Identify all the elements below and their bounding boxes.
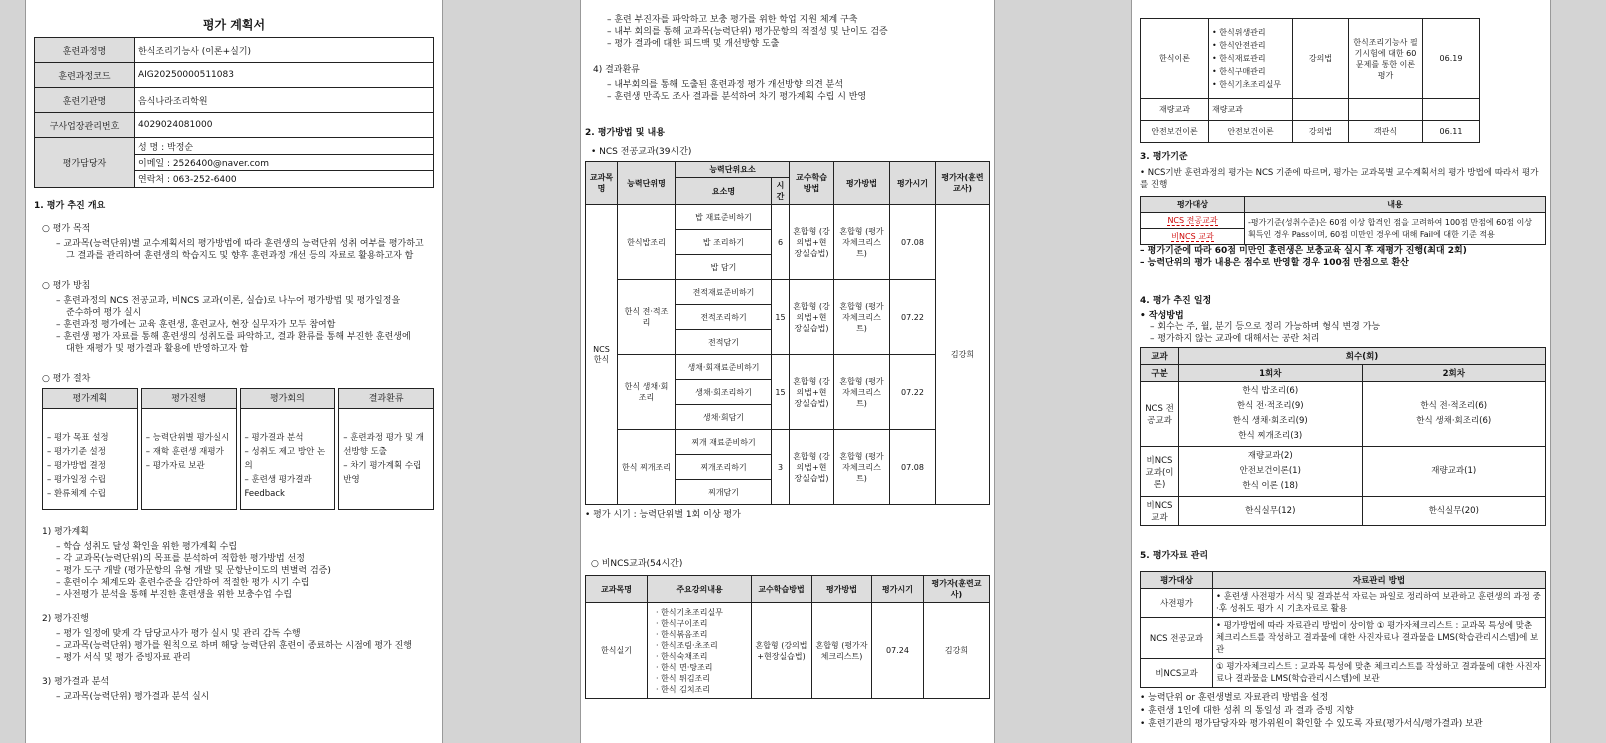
criteria-target: NCS 전공교과 [1141, 213, 1245, 229]
sched-head-rounds: 회수(회) [1179, 348, 1546, 365]
ncs-time: 07.22 [890, 280, 936, 355]
ncs-note: • 평가 시기 : 능력단위별 1회 이상 평가 [585, 510, 741, 520]
table-row [586, 205, 990, 230]
assessor-name: 성 명 : 박정순 [135, 139, 433, 155]
procedure-item: – 평가결과 분석 [244, 433, 304, 443]
table-row [1141, 382, 1546, 447]
theory-item: • 한식구매관리 [1212, 67, 1266, 76]
ncs-elem: 생채·회담기 [676, 405, 772, 430]
bncs-content-item: · 한식기초조리실무 [656, 607, 723, 617]
schedule-line: – 회수는 주, 월, 분기 등으로 정리 가능하며 형식 변경 가능 [1150, 322, 1381, 332]
procedure-step-head: 평가진행 [142, 389, 236, 409]
ncs-unit: 한식 전·적조리 [618, 280, 676, 355]
ncs-elem: 찌개조리하기 [676, 455, 772, 480]
feedback-line: – 훈련생 만족도 조사 결과를 분석하여 차기 평가계획 수립 시 반영 [607, 92, 867, 102]
ncs-teach: 혼합형 (강의법+현장실습법) [790, 430, 834, 505]
ncs-method: 혼합형 (평가자체크리스트) [834, 355, 890, 430]
plan-line: – 학습 성취도 달성 확인을 위한 평가계획 수립 [56, 542, 238, 552]
bncs-content [648, 603, 752, 699]
sched-name: NCS 전공교과 [1141, 382, 1179, 447]
col-method: 평가방법 [812, 576, 872, 603]
criteria-target: 비NCS 교과 [1141, 229, 1245, 245]
mgmt-name: 사전평가 [1141, 589, 1213, 618]
plan-line: – 사전평가 분석을 통해 부진한 훈련생을 위한 보충수업 수립 [56, 590, 293, 600]
ncs-elem: 전적조리하기 [676, 305, 772, 330]
ncs-elem: 전적담기 [676, 330, 772, 355]
ncs-elem: 생채·회재료준비하기 [676, 355, 772, 380]
run-title: 2) 평가진행 [42, 614, 89, 624]
bncs-time: 07.24 [872, 603, 924, 699]
procedure-item: – 평가 목표 설정 [47, 433, 109, 443]
document-page-1 [25, 0, 443, 743]
col-teach: 교수학습방법 [790, 162, 834, 205]
ncs-elem: 생채·회조리하기 [676, 380, 772, 405]
theory-time: 06.19 [1423, 19, 1480, 99]
info-row [35, 38, 434, 63]
ncs-teach: 혼합형 (강의법+현장실습법) [790, 355, 834, 430]
procedure-item: – 훈련생 평가결과 Feedback [244, 475, 312, 499]
ncs-hours: 3 [772, 430, 790, 505]
mgmt-text: • 훈련생 사전평가 서식 및 결과분석 자료는 파일로 정리하여 보관하고 훈련생의 과정 중·후 성취도 평가 시 기초자료로 활용 [1213, 589, 1546, 618]
col-subject: 교과목명 [586, 162, 618, 205]
bncs-content-item: · 한식 면·탕조리 [656, 662, 713, 672]
ncs-teach: 혼합형 (강의법+현장실습법) [790, 280, 834, 355]
safety-content: 안전보건이론 [1209, 121, 1293, 143]
procedure-item: – 평가일정 수립 [47, 475, 106, 485]
goal-line: – 교과목(능력단위)별 교수계획서의 평가방법에 따라 훈련생의 능력단위 성취 여부를 평가하고 [56, 239, 424, 249]
ncs-method: 혼합형 (평가자체크리스트) [834, 205, 890, 280]
criteria-head-target: 평가대상 [1141, 197, 1245, 213]
procedure-step-body [142, 409, 236, 509]
section-3-title: 3. 평가기준 [1140, 152, 1188, 162]
plan-line: – 각 교과목(능력단위)의 목표를 분석하여 적합한 평가방법 선정 [56, 554, 305, 564]
bncs-content-item: · 한식조림·초조리 [656, 640, 718, 650]
sched-head-r2: 2회차 [1362, 365, 1546, 382]
sched-item: 한식 찌개조리(3) [1238, 431, 1303, 441]
bncs-title: ○ 비NCS교과(54시간) [591, 559, 683, 569]
procedure-step-body [43, 409, 137, 509]
info-key: 훈련과정명 [35, 38, 135, 63]
col-subject: 교과목명 [586, 576, 648, 603]
plan-line: – 평가 도구 개발 (평가문항의 유형 개발 및 문항난이도의 변별력 검증) [56, 566, 331, 576]
ncs-unit: 한식 생채·회조리 [618, 355, 676, 430]
bncs-content-item: · 한식구이조리 [656, 618, 708, 628]
col-content: 주요강의내용 [648, 576, 752, 603]
bncs-content-item: · 한식숙채조리 [656, 651, 708, 661]
info-row [35, 63, 434, 88]
criteria-note: – 평가기준에 따라 60점 미만인 훈련생은 보충교육 실시 후 재평가 진행(최대 2회) [1140, 246, 1467, 256]
theory-items [1209, 19, 1293, 99]
sched-item: 한식 생채·회조리(9) [1232, 416, 1308, 426]
info-value: AIG20250000511083 [135, 63, 434, 88]
ncs-elem: 밥 재료준비하기 [676, 205, 772, 230]
col-method: 평가방법 [834, 162, 890, 205]
procedure-step [42, 388, 138, 510]
procedure-item: – 차기 평가계획 수립 반영 [343, 461, 422, 485]
procedure-step [240, 388, 336, 510]
procedure-step [141, 388, 237, 510]
table-row [586, 280, 990, 305]
safety-subject: 안전보건이론 [1141, 121, 1209, 143]
sched-r2 [1362, 382, 1546, 447]
table-row [586, 430, 990, 455]
ncs-time: 07.22 [890, 355, 936, 430]
col-assessor: 평가자(훈련교사) [936, 162, 990, 205]
ncs-method: 혼합형 (평가자체크리스트) [834, 430, 890, 505]
policy-line: – 훈련생 평가 자료를 통해 훈련생의 성취도를 파악하고, 결과 환류를 통해 부진한 훈련생에 [56, 332, 411, 342]
mgmt-note: • 능력단위 or 훈련생별로 자료관리 방법을 설정 [1140, 693, 1329, 703]
goal-line: 그 결과를 관리하여 훈련생의 학습지도 및 향후 훈련과정 개선 등의 자료로 활용하고자 함 [66, 251, 414, 261]
sched-item: 한식실무(12) [1245, 505, 1296, 516]
top-line: – 평가 결과에 대한 피드백 및 개선방향 도출 [607, 39, 780, 49]
mgmt-name: NCS 전공교과 [1141, 618, 1213, 659]
plan-line: – 훈련이수 체계도와 훈련수준을 감안하여 적절한 평가 시기 수립 [56, 578, 310, 588]
ncs-elem: 밥 담기 [676, 255, 772, 280]
run-line: – 평가 일정에 맞게 각 담당교사가 평가 실시 및 관리 감독 수행 [56, 629, 301, 639]
procedure-step [338, 388, 434, 510]
table-row [1141, 447, 1546, 497]
info-key: 훈련기관명 [35, 88, 135, 113]
safety-time: 06.11 [1423, 121, 1480, 143]
info-key: 구사업장관리번호 [35, 113, 135, 138]
sched-r1 [1179, 497, 1363, 526]
col-assessor: 평가자(훈련교사) [924, 576, 990, 603]
procedure-flow [42, 388, 434, 510]
sched-item: 한식 이론 (18) [1242, 481, 1299, 491]
bncs-content-item: · 한식볶음조리 [656, 629, 708, 639]
info-row [35, 88, 434, 113]
procedure-title: ○ 평가 절차 [42, 374, 91, 384]
bncs-table [585, 575, 990, 699]
ncs-teach: 혼합형 (강의법+현장실습법) [790, 205, 834, 280]
sched-item: 한식 전·적조리(6) [1420, 401, 1488, 411]
sched-name: 비NCS 교과 [1141, 497, 1179, 526]
mgmt-head-method: 자료관리 방법 [1213, 572, 1546, 589]
top-line: – 내부 회의를 통해 교과목(능력단위) 평가문항의 적절성 및 난이도 검증 [607, 27, 888, 37]
safety-teach: 강의법 [1293, 121, 1349, 143]
ncs-hours: 15 [772, 355, 790, 430]
assessor-phone: 연락처 : 063-252-6400 [138, 175, 237, 185]
info-value: 4029024081000 [135, 113, 434, 138]
goal-title: ○ 평가 목적 [42, 224, 91, 234]
criteria-line: • NCS기반 훈련과정의 평가는 NCS 기준에 따르며, 평가는 교과목별 교수계획서의 평가 방법에 따라서 평가를 진행 [1140, 168, 1539, 190]
mgmt-name: 비NCS교과 [1141, 659, 1213, 688]
sched-item: 안전보건이론(1) [1239, 466, 1301, 476]
col-unit: 능력단위명 [618, 162, 676, 205]
theory-method: 한식조리기능사 필기시험에 대한 60문제를 통한 이론 평가 [1349, 19, 1423, 99]
theory-item: • 한식재료관리 [1212, 54, 1266, 63]
col-time: 평가시기 [872, 576, 924, 603]
theory-item: • 한식위생관리 [1212, 28, 1266, 37]
plan-title: 1) 평가계획 [42, 527, 89, 537]
sched-head-r1: 1회차 [1179, 365, 1363, 382]
bncs-table-continued [1140, 18, 1480, 143]
table-row [586, 355, 990, 380]
policy-line: – 훈련과정의 NCS 전공교과, 비NCS 교과(이론, 실습)로 나누어 평가방법 및 평가일정을 [56, 296, 401, 306]
procedure-step-head: 평가회의 [241, 389, 335, 409]
sched-item: 한식실무(20) [1428, 505, 1479, 516]
course-info-table [34, 37, 434, 188]
section-4-title: 4. 평가 추진 일정 [1140, 296, 1212, 306]
bncs-content-item: · 한식 튀김조리 [656, 673, 710, 683]
table-row [1141, 497, 1546, 526]
procedure-item: – 재학 훈련생 재평가 [145, 447, 224, 457]
sched-r2 [1362, 447, 1546, 497]
feedback-line: – 내부회의를 통해 도출된 훈련과정 평가 개선방향 의견 분석 [607, 80, 844, 90]
mgmt-text: ① 평가자체크리스트 : 교과목 특성에 맞춘 체크리스트를 작성하고 결과물에 대한 사진자료나 결과물을 LMS(학습관리시스템)에 보관 [1213, 659, 1546, 688]
sched-head-a: 교과 [1141, 348, 1179, 365]
criteria-note: – 능력단위의 평가 내용은 점수로 반영할 경우 100점 만점으로 환산 [1140, 258, 1409, 268]
discretionary-content: 재량교과 [1209, 99, 1293, 121]
ncs-hours: 6 [772, 205, 790, 280]
sched-item: 재량교과(2) [1247, 451, 1293, 461]
ncs-title: • NCS 전공교과(39시간) [591, 147, 692, 157]
criteria-content: -평가기준(성취수준)은 60점 이상 합격인 점을 고려하여 100점 만점에 60점 이상 획득인 경우 Pass이며, 60점 미만인 경우에 대해 Fail에 대한 기준 적용 [1245, 213, 1546, 245]
theory-teach: 강의법 [1293, 19, 1349, 99]
safety-method: 객관식 [1349, 121, 1423, 143]
schedule-sub: • 작성방법 [1140, 311, 1184, 321]
analysis-title: 3) 평가결과 분석 [42, 677, 110, 687]
sched-item: 재량교과(1) [1431, 466, 1477, 476]
bncs-teach: 혼합형 (강의법+현장실습법) [752, 603, 812, 699]
ncs-elem: 전적재료준비하기 [676, 280, 772, 305]
sched-item: 한식 전·적조리(9) [1236, 401, 1304, 411]
ncs-time: 07.08 [890, 205, 936, 280]
bncs-assessor: 김강희 [924, 603, 990, 699]
table-row [1141, 659, 1546, 688]
info-value: 음식나라조리학원 [135, 88, 434, 113]
col-elem: 요소명 [676, 178, 772, 205]
ncs-subject: NCS 한식 [586, 205, 618, 505]
assessor-value [135, 138, 434, 188]
mgmt-note: • 훈련생 1인에 대한 성취 의 통일성 과 결과 증빙 지향 [1140, 706, 1354, 716]
procedure-step-body [241, 409, 335, 509]
procedure-item: – 성취도 제고 방안 논의 [244, 447, 326, 471]
policy-line: 대한 재평가 및 평가결과 활용에 반영하고자 함 [66, 344, 249, 354]
schedule-line: – 평가하지 않는 교과에 대해서는 공란 처리 [1150, 334, 1320, 344]
procedure-item: – 평가방법 결정 [47, 461, 106, 471]
col-time: 평가시기 [890, 162, 936, 205]
bncs-method: 혼합형 (평가자체크리스트) [812, 603, 872, 699]
discretionary-subject: 재량교과 [1141, 99, 1209, 121]
top-line: – 훈련 부진자를 파악하고 보충 평가를 위한 학업 지원 체계 구축 [607, 15, 858, 25]
table-row [1141, 589, 1546, 618]
theory-subject: 한식이론 [1141, 19, 1209, 99]
ncs-elem: 밥 조리하기 [676, 230, 772, 255]
section-2-title: 2. 평가방법 및 내용 [585, 128, 665, 138]
run-line: – 평가 서식 및 평가 증빙자료 관리 [56, 653, 191, 663]
table-row [1141, 618, 1546, 659]
ncs-table [585, 161, 990, 505]
ncs-elem: 찌개 재료준비하기 [676, 430, 772, 455]
ncs-hours: 15 [772, 280, 790, 355]
policy-line: 준수하여 평가 실시 [66, 308, 142, 318]
policy-line: – 훈련과정 평가에는 교육 훈련생, 훈련교사, 현장 실무자가 모두 참여함 [56, 320, 336, 330]
mgmt-text: • 평가방법에 따라 자료관리 방법이 상이함 ① 평가자체크리스트 : 교과목 특성에 맞춘 체크리스트를 작성하고 결과물에 대한 사진자료나 결과물을 LMS(학습관리시스템)에 보관 [1213, 618, 1546, 659]
mgmt-note: • 훈련기관의 평가담당자와 평가위원이 확인할 수 있도록 자료(평가서식/평가결과) 보관 [1140, 719, 1483, 729]
col-hours: 시간 [772, 178, 790, 205]
procedure-item: – 훈련과정 평가 및 개선방향 도출 [343, 433, 424, 457]
sched-r1 [1179, 447, 1363, 497]
analysis-line: – 교과목(능력단위) 평가결과 분석 실시 [56, 692, 210, 702]
bncs-subject: 한식실기 [586, 603, 648, 699]
feedback-title: 4) 결과환류 [593, 65, 640, 75]
procedure-item: – 평가기준 설정 [47, 447, 106, 457]
col-teach: 교수학습방법 [752, 576, 812, 603]
procedure-step-head: 평가계획 [43, 389, 137, 409]
mgmt-head-target: 평가대상 [1141, 572, 1213, 589]
sched-item: 한식 생채·회조리(6) [1416, 416, 1492, 426]
sched-head-b: 구분 [1141, 365, 1179, 382]
assessor-key: 평가담당자 [35, 138, 135, 188]
theory-item: • 한식기초조리실무 [1212, 80, 1282, 89]
info-row [35, 113, 434, 138]
procedure-step-body [339, 409, 433, 509]
sched-item: 한식 밥조리(6) [1242, 386, 1299, 396]
management-table [1140, 571, 1546, 688]
sched-r2 [1362, 497, 1546, 526]
info-value: 한식조리기능사 (이론+실기) [135, 38, 434, 63]
assessor-email: 이메일 : 2526400@naver.com [135, 155, 433, 171]
page-title: 평가 계획서 [202, 18, 266, 32]
procedure-item: – 능력단위별 평가실시 [145, 433, 230, 443]
run-line: – 교과목(능력단위) 평가를 원칙으로 하며 해당 능력단위 훈련이 종료하는 시점에 평가 진행 [56, 641, 412, 651]
procedure-item: – 환류체계 수립 [47, 489, 106, 499]
sched-r1 [1179, 382, 1363, 447]
sched-name: 비NCS교과(이론) [1141, 447, 1179, 497]
ncs-method: 혼합형 (평가자체크리스트) [834, 280, 890, 355]
ncs-unit: 한식밥조리 [618, 205, 676, 280]
schedule-table [1140, 347, 1546, 526]
ncs-elem: 찌개담기 [676, 480, 772, 505]
criteria-head-content: 내용 [1245, 197, 1546, 213]
ncs-time: 07.08 [890, 430, 936, 505]
col-elem-group: 능력단위요소 [676, 162, 790, 178]
section-1-title: 1. 평가 추진 개요 [34, 201, 106, 211]
ncs-assessor: 김강희 [936, 205, 990, 505]
document-page-3 [1131, 0, 1551, 743]
bncs-content-item: · 한식 김치조리 [656, 684, 710, 694]
procedure-step-head: 결과환류 [339, 389, 433, 409]
policy-title: ○ 평가 방침 [42, 281, 91, 291]
procedure-item: – 평가자료 보관 [145, 461, 205, 471]
section-5-title: 5. 평가자료 관리 [1140, 551, 1209, 561]
ncs-unit: 한식 찌개조리 [618, 430, 676, 505]
info-key: 훈련과정코드 [35, 63, 135, 88]
document-page-2 [580, 0, 995, 743]
criteria-table [1140, 196, 1546, 245]
theory-item: • 한식안전관리 [1212, 41, 1266, 50]
